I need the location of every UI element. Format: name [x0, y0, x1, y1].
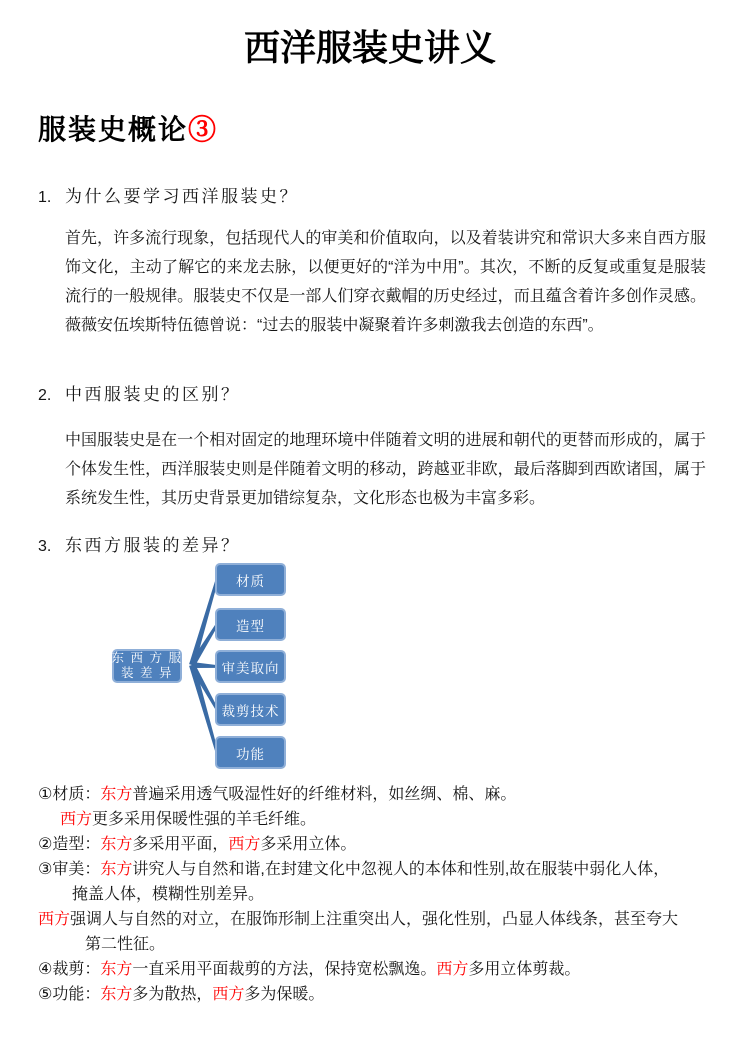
note-segment: ①材质：: [38, 786, 101, 803]
note-segment: 第二性征。: [85, 936, 166, 953]
note-segment: 多为散热，: [132, 986, 213, 1003]
question-1: [38, 182, 299, 207]
diagram-connector-1: [189, 579, 218, 666]
diagram-root-box: [112, 649, 182, 683]
note-segment: 多采用立体。: [260, 836, 357, 853]
note-segment-highlight: 西方: [436, 961, 469, 978]
note-segment: 一直采用平面裁剪的方法，保持宽松飘逸。: [132, 961, 437, 978]
note-segment-highlight: 西方: [228, 836, 261, 853]
diagram-root-label-line1: 东 西 方 服: [111, 651, 183, 665]
page-title: 西洋服装史讲义: [243, 28, 496, 68]
diagram: [95, 556, 295, 776]
note-segment-highlight: 东方: [100, 961, 133, 978]
note-segment: 掩盖人体，模糊性别差异。: [72, 886, 265, 903]
note-line: [38, 932, 728, 957]
diagram-connector-5: [189, 664, 218, 753]
note-segment: ②造型：: [38, 836, 101, 853]
question-1-text: 为什么要学习西洋服装史？: [65, 187, 299, 206]
note-segment-highlight: 东方: [100, 786, 133, 803]
answer-1: 首先，许多流行现象，包括现代人的审美和价值取向，以及着装讲究和常识大多来自西方服饰文化，主动了解它的来龙去脉，以便更好的“洋为中用”。其次，不断的反复或重复是服装流行的一般规律。服装史不仅是一部人们穿衣戴帽的历史经过，而且蕴含着许多创作灵感。薇薇安伍埃斯特伍德曾说：“过去的服装中凝聚着许多刺激我去创造的东西”。: [65, 230, 706, 334]
note-line: [38, 907, 728, 932]
note-segment: ③审美：: [38, 861, 101, 878]
section-badge: ③: [188, 115, 219, 146]
notes-list: [38, 782, 728, 1007]
section-heading: [38, 108, 218, 148]
note-segment: 多为保暖。: [244, 986, 325, 1003]
diagram-branch-5: 功能: [215, 736, 286, 769]
note-segment-highlight: 西方: [212, 986, 245, 1003]
note-line: [38, 982, 728, 1007]
note-segment: 讲究人与自然和谐,在封建文化中忽视人的本体和性别,故在服装中弱化人体，: [132, 861, 670, 878]
question-1-number: 1.: [38, 189, 52, 206]
question-3: [38, 531, 241, 556]
note-line: [38, 807, 728, 832]
note-segment: ④裁剪：: [38, 961, 101, 978]
note-segment: 普遍采用透气吸湿性好的纤维材料，如丝绸、棉、麻。: [132, 786, 517, 803]
note-segment: 更多采用保暖性强的羊毛纤维。: [92, 811, 317, 828]
note-line: [38, 957, 728, 982]
note-segment-highlight: 西方: [38, 911, 71, 928]
answer-2: 中国服装史是在一个相对固定的地理环境中伴随着文明的进展和朝代的更替而形成的，属于个体发生性，西洋服装史则是伴随着文明的移动，跨越亚非欧，最后落脚到西欧诸国，属于系统发生性，其历史背景更加错综复杂，文化形态也极为丰富多彩。: [65, 432, 706, 507]
question-2-text: 中西服装史的区别？: [65, 385, 241, 404]
diagram-branch-3: 审美取向: [215, 650, 286, 683]
note-line: [38, 857, 728, 882]
question-3-text: 东西方服装的差异？: [65, 536, 241, 555]
question-3-number: 3.: [38, 538, 52, 555]
note-segment-highlight: 东方: [100, 836, 133, 853]
diagram-branch-2: 造型: [215, 608, 286, 641]
diagram-root-label-line2: 装 差 异: [121, 666, 173, 680]
question-2-number: 2.: [38, 387, 52, 404]
note-line: [38, 832, 728, 857]
diagram-branch-4: 裁剪技术: [215, 693, 286, 726]
diagram-branch-1: 材质: [215, 563, 286, 596]
note-line: [38, 782, 728, 807]
note-line: [38, 882, 728, 907]
section-heading-text: 服装史概论: [38, 115, 189, 146]
note-segment-highlight: 东方: [100, 861, 133, 878]
question-2: [38, 380, 241, 405]
note-segment-highlight: 西方: [60, 811, 93, 828]
note-segment: 多用立体剪裁。: [468, 961, 581, 978]
note-segment-highlight: 东方: [100, 986, 133, 1003]
note-segment: 多采用平面，: [132, 836, 229, 853]
note-segment: 强调人与自然的对立，在服饰形制上注重突出人，强化性别，凸显人体线条，甚至夸大: [70, 911, 679, 928]
note-segment: ⑤功能：: [38, 986, 101, 1003]
